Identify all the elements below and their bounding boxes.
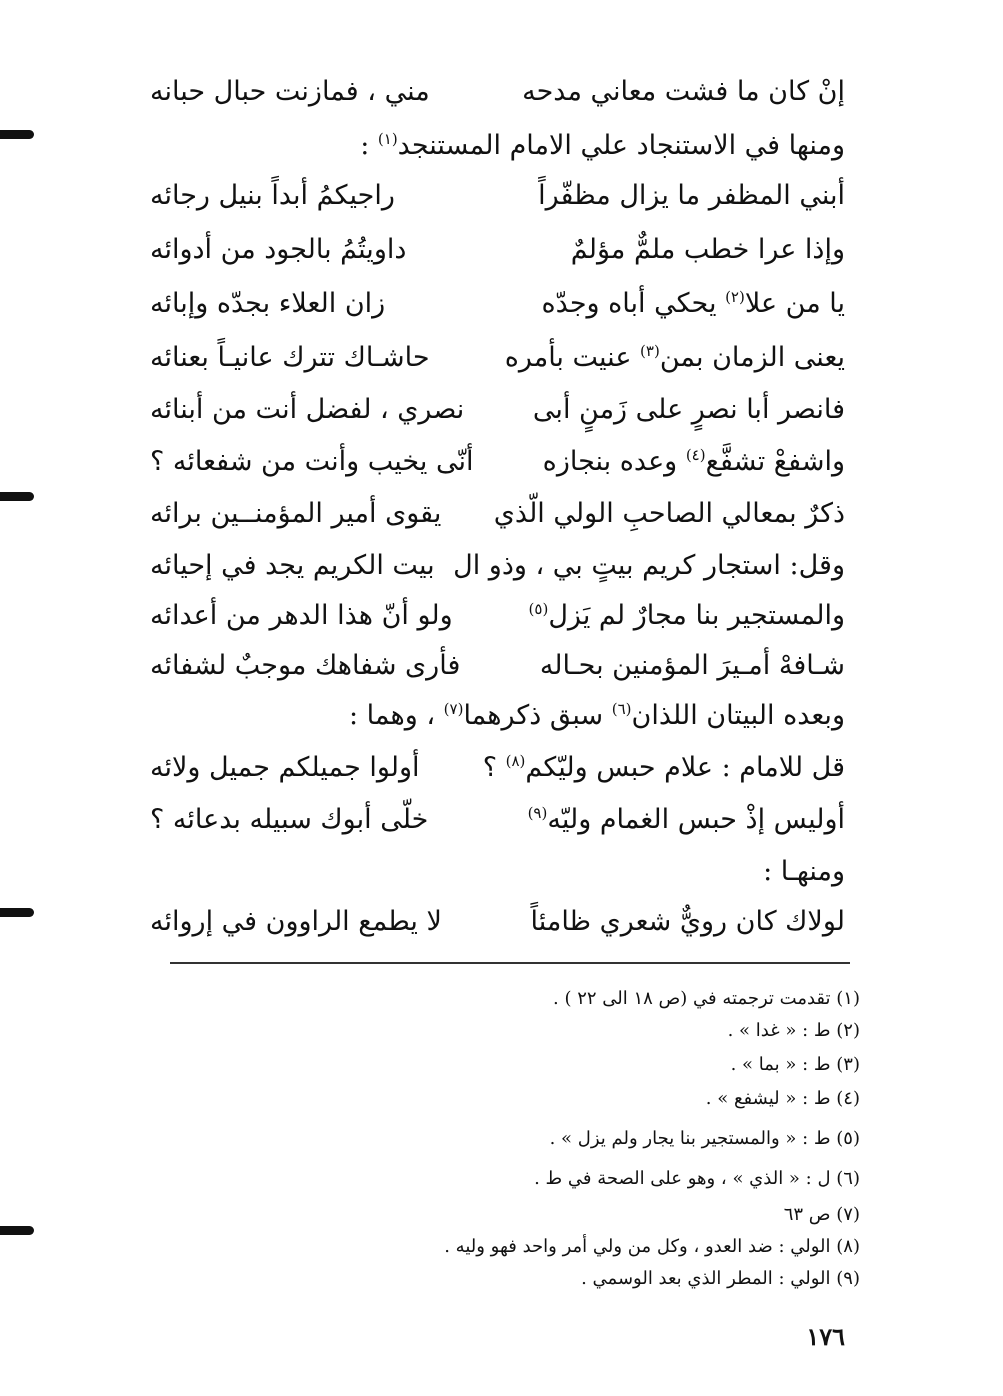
prose-line (150, 120, 845, 172)
verse-second-hemistich: أنّى يخيب وأنت من شفعائه ؟ (150, 446, 474, 477)
prose-text: وبعده البيتان اللذان$^{(٦)}$ سبق ذكرهما$^{(٧)}$ ، وهما : (348, 700, 845, 731)
footnote-ref[interactable]: (٧) (443, 700, 464, 718)
footnote-ref[interactable]: (٤) (685, 446, 706, 464)
verse-second-hemistich: فأرى شفاهك موجبٌ لشفائه (150, 650, 461, 681)
footnote-ref[interactable]: (٨) (505, 752, 526, 770)
footnote-text: ص ٦٣ (783, 1204, 831, 1225)
verse-second-hemistich: راجيكمُ أبداً بنيل رجائه (150, 180, 395, 211)
verse-first-hemistich: فانصر أبا نصرٍ على زَمنٍ أبى (532, 394, 845, 425)
footnote (300, 1122, 860, 1156)
footnote-text: الولي : ضد العدو ، وكل من ولي أمر واحد فهو وليه . (444, 1236, 831, 1257)
verse-first-hemistich: لولاك كان رويٌّ شعري ظامئاً (530, 906, 845, 937)
verse-line (150, 66, 845, 118)
verse-line (150, 590, 845, 642)
footnote-text: الولي : المطر الذي بعد الوسمي . (581, 1268, 831, 1289)
prose-line (150, 690, 845, 742)
footnote-text: ط : « بما » . (730, 1054, 831, 1075)
footnote-text: تقدمت ترجمته في (ص ١٨ الى ٢٢ ) . (553, 988, 831, 1009)
verse-first-hemistich: إنْ كان ما فشت معاني مدحه (522, 76, 845, 107)
verse-second-hemistich: بيت الكريم يجد في إحيائه (150, 550, 435, 581)
footnote-number: (٧) (836, 1204, 860, 1225)
footnote-ref[interactable]: (٩) (527, 804, 548, 822)
footnote (300, 1162, 860, 1196)
verse-line (150, 332, 845, 384)
verse-second-hemistich: أولوا جميلكم جميل ولائه (150, 752, 420, 783)
binding-mark (0, 1226, 34, 1235)
verse-line (150, 896, 845, 948)
footnote (300, 1230, 860, 1264)
verse-first-hemistich: واشفعْ تشفَّع$^{(٤)}$ وعده بنجازه (542, 446, 845, 477)
footnote-number: (٣) (836, 1054, 860, 1075)
verse-second-hemistich: نصري ، لفضل أنت من أبنائه (150, 394, 465, 425)
verse-first-hemistich: يا من علا$^{(٢)}$ يحكي أباه وجدّه (541, 288, 845, 319)
verse-second-hemistich: ولو أنّ هذا الدهر من أعدائه (150, 600, 453, 631)
verse-first-hemistich: يعنى الزمان بمن$^{(٣)}$ عنيت بأمره (504, 342, 845, 373)
footnote-ref[interactable]: (١) (377, 130, 398, 148)
verse-first-hemistich: قل للامام : علام حبس وليّكم$^{(٨)}$ ؟ (482, 752, 845, 783)
verse-second-hemistich: خلّى أبوك سبيله بدعائه ؟ (150, 804, 429, 835)
verse-line (150, 488, 845, 540)
footnote-number: (٥) (836, 1128, 860, 1149)
verse-first-hemistich: وإذا عرا خطب ملمٌّ مؤلمٌ (570, 234, 845, 265)
verse-first-hemistich: أبني المظفر ما يزال مظفّراً (538, 180, 845, 211)
binding-mark (0, 130, 34, 139)
verse-second-hemistich: زان العلاء بجدّه وإبائه (150, 288, 386, 319)
binding-mark (0, 908, 34, 917)
verse-second-hemistich: يقوى أمير المؤمنــين برائه (150, 498, 442, 529)
verse-second-hemistich: حاشـاك تترك عانيـاً بعنائه (150, 342, 430, 373)
verse-line (150, 540, 845, 592)
footnote-text: ل : « الذي » ، وهو على الصحة في ط . (534, 1168, 831, 1189)
footnote (300, 1014, 860, 1048)
footnote (300, 1262, 860, 1296)
footnote (300, 1198, 860, 1232)
footnote (300, 982, 860, 1016)
verse-line (150, 742, 845, 794)
footnote-number: (٦) (836, 1168, 860, 1189)
verse-first-hemistich: أوليس إذْ حبس الغمام وليّه$^{(٩)}$ (527, 804, 845, 835)
prose-text: ومنها في الاستنجاد علي الامام المستنجد$^{(١)}$ : (360, 130, 845, 161)
footnote-number: (٨) (836, 1236, 860, 1257)
footnote-text: ط : « ليشفع » . (705, 1088, 831, 1109)
binding-mark (0, 492, 34, 501)
verse-first-hemistich: شـافهْ أمـيرَ المؤمنين بحـاله (539, 650, 845, 681)
verse-line (150, 436, 845, 488)
verse-line (150, 278, 845, 330)
verse-line (150, 384, 845, 436)
verse-line (150, 794, 845, 846)
verse-first-hemistich: ذكرٌ بمعالي الصاحبِ الولي الّذي (493, 498, 845, 529)
footnote (300, 1082, 860, 1116)
footnote-number: (٩) (836, 1268, 860, 1289)
footnote-text: ط : « غدا » . (727, 1020, 831, 1041)
footnote-text: ط : « والمستجير بنا يجار ولم يزل » . (549, 1128, 831, 1149)
verse-second-hemistich: داويتُمُ بالجود من أدوائه (150, 234, 407, 265)
footnote-number: (١) (836, 988, 860, 1009)
footnote-ref[interactable]: (٦) (611, 700, 632, 718)
prose-line (150, 846, 845, 898)
verse-first-hemistich: وقل: استجار كريم بيتٍ بي ، وذو ال (453, 550, 845, 581)
verse-line (150, 640, 845, 692)
footnote-number: (٢) (836, 1020, 860, 1041)
prose-text: ومنهـا : (763, 856, 845, 887)
footnote-ref[interactable]: (٢) (725, 288, 745, 306)
verse-second-hemistich: مني ، فمازنت حبال حبانه (150, 76, 430, 107)
footnote (300, 1048, 860, 1082)
verse-first-hemistich: والمستجير بنا مجارٌ لم يَزل$^{(٥)}$ (528, 600, 845, 631)
verse-line (150, 170, 845, 222)
verse-second-hemistich: لا يطمع الراوون في إروائه (150, 906, 442, 937)
footnote-divider (170, 962, 850, 964)
footnote-ref[interactable]: (٣) (640, 342, 660, 360)
page-number: ١٧٦ (806, 1322, 845, 1351)
verse-line (150, 224, 845, 276)
footnote-number: (٤) (836, 1088, 860, 1109)
footnote-ref[interactable]: (٥) (528, 600, 549, 618)
